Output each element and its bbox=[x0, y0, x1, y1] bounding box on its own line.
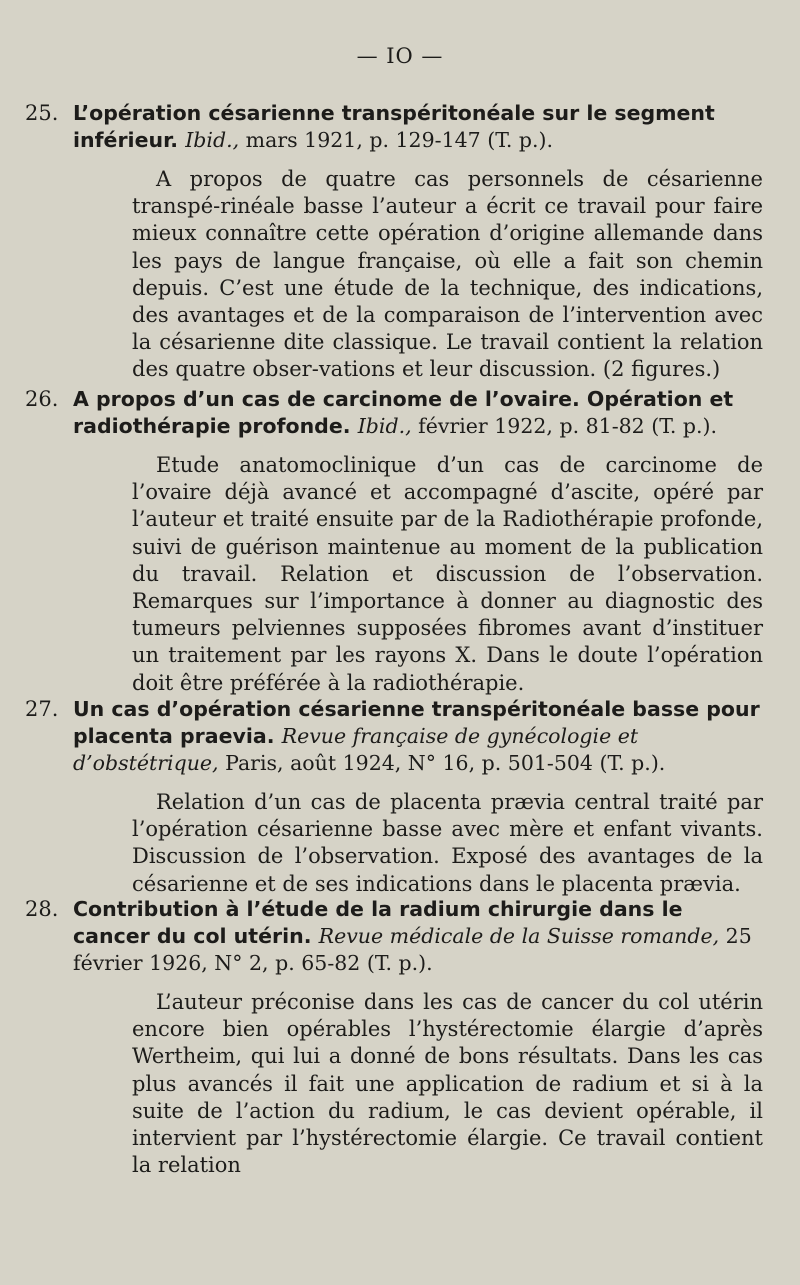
bibliography-entry-28 bbox=[25, 896, 763, 1200]
entry-reference bbox=[185, 128, 553, 152]
reference-details: mars 1921, p. 129-147 (T. p.). bbox=[239, 128, 554, 152]
entry-reference bbox=[358, 414, 717, 438]
entry-title-text: Contribution à l’étude de la radium chirurgie dans le cancer du col utérin. bbox=[73, 897, 683, 948]
reference-details: 25 février 1926, N° 2, p. 65-82 (T. p.). bbox=[73, 924, 752, 975]
entry-summary: Relation d’un cas de placenta prævia central traité par l’opération césarienne basse avec mère et enfant vivants. Discussion de l’observation. Exposé des avantages de la césarienne et de ses indications dans le placenta prævia. bbox=[132, 790, 763, 896]
entry-number: 27. bbox=[25, 697, 59, 721]
entry-summary: Etude anatomoclinique d’un cas de carcinome de l’ovaire déjà avancé et accompagné d’ascite, opéré par l’auteur et traité ensuite par de la Radiothérapie profonde, suivi de guérison maintenue au moment de la publication du travail. Relation et discussion de l’observation. Remarques sur l’importance à donner au diagnostic des tumeurs pelviennes supposées fibromes avant d’instituer un traitement par les rayons X. Dans le doute l’opération doit être préférée à la radiothérapie. bbox=[132, 453, 763, 695]
entry-title bbox=[73, 386, 763, 440]
entry-summary: A propos de quatre cas personnels de césarienne transpé-rinéale basse l’auteur a écrit ce travail pour faire mieux connaître cette opération d’origine allemande dans les pays de langue française, où elle a fait son chemin depuis. C’est une étude de la technique, des indications, des avantages et de la comparaison de l’intervention avec la césarienne dite classique. Le travail contient la relation des quatre obser-vations et leur discussion. (2 figures.) bbox=[132, 167, 763, 382]
entry-summary: L’auteur préconise dans les cas de cancer du col utérin encore bien opérables l’hystérectomie élargie d’après Wertheim, qui lui a donné de bons résultats. Dans les cas plus avancés il fait une application de radium et si à la suite de l’action du radium, le cas devient opérable, il intervient par l’hystérectomie élargie. Ce travail contient la relation bbox=[132, 990, 763, 1178]
entry-number: 28. bbox=[25, 897, 59, 921]
entry-title-text: Un cas d’opération césarienne transpéritonéale basse pour placenta praevia. bbox=[73, 697, 760, 748]
journal-name: Ibid., bbox=[357, 414, 412, 438]
entry-number: 25. bbox=[25, 101, 59, 125]
bibliography-entry-26 bbox=[25, 386, 763, 718]
entry-title-text: A propos d’un cas de carcinome de l’ovaire. Opération et radiothérapie profonde. bbox=[73, 387, 734, 438]
entry-title-text: L’opération césarienne transpéritonéale sur le segment inférieur. bbox=[73, 101, 715, 152]
reference-details: février 1922, p. 81-82 (T. p.). bbox=[411, 414, 718, 438]
page-number: — IO — bbox=[356, 44, 444, 68]
journal-name: Revue française de gynécologie et d’obstétrique, bbox=[73, 724, 639, 775]
entry-title bbox=[73, 696, 763, 777]
entry-title bbox=[73, 896, 763, 977]
bibliography-entry-27 bbox=[25, 696, 763, 919]
entry-number: 26. bbox=[25, 387, 59, 411]
journal-name: Revue médicale de la Suisse romande, bbox=[318, 924, 720, 948]
journal-name: Ibid., bbox=[185, 128, 240, 152]
bibliography-entry-25 bbox=[25, 100, 763, 405]
entry-title bbox=[73, 100, 763, 154]
reference-details: Paris, août 1924, N° 16, p. 501-504 (T. p.). bbox=[218, 751, 666, 775]
